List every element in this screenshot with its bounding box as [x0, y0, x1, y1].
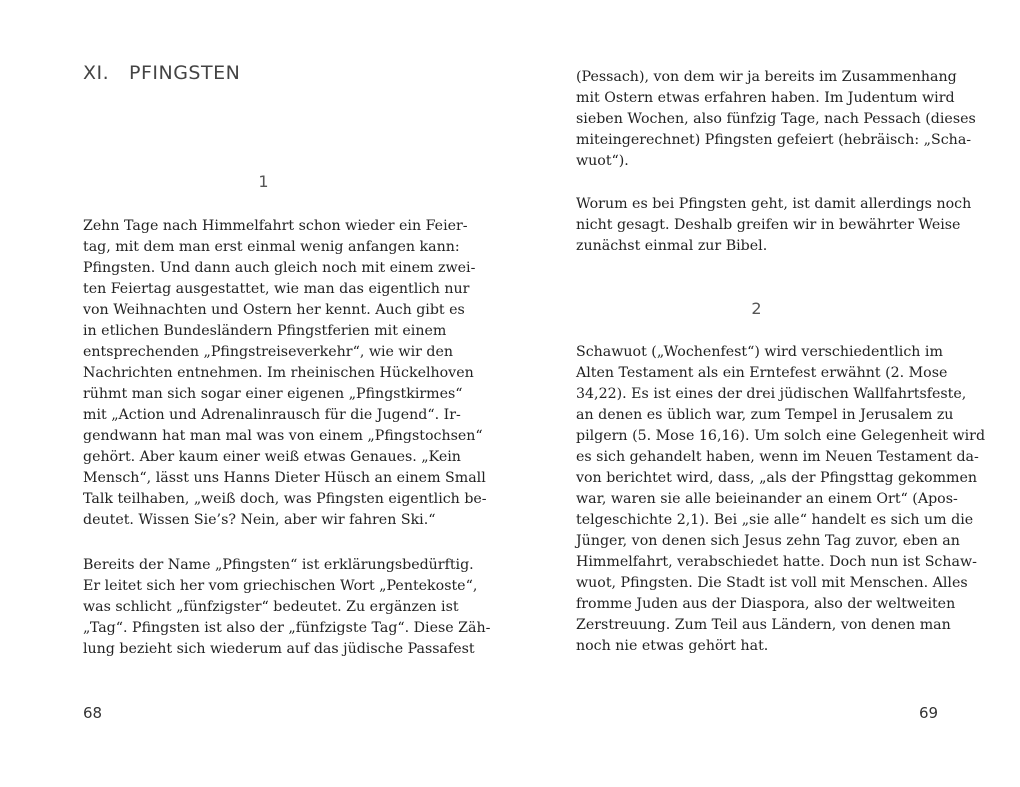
text-line: entsprechenden „Pfingstreiseverkehr“, wie wir den — [83, 344, 454, 360]
text-line: Mensch“, lässt uns Hanns Dieter Hüsch an einem Small — [83, 470, 486, 486]
text-line: gehört. Aber kaum einer weiß etwas Genaues. „Kein — [83, 449, 461, 465]
text-line: lung bezieht sich wiederum auf das jüdische Passafest — [83, 641, 475, 657]
page-number-left: 68 — [83, 704, 103, 722]
left-paragraph-2 — [83, 555, 491, 660]
text-line: Alten Testament als ein Erntefest erwähnt (2. Mose — [576, 365, 948, 381]
text-line: war, waren sie alle beieinander an einem Ort“ (Apos- — [576, 491, 958, 507]
text-line: wuot, Pfingsten. Die Stadt ist voll mit Menschen. Alles — [576, 575, 968, 591]
text-line: Zerstreuung. Zum Teil aus Ländern, von denen man — [576, 617, 951, 633]
text-line: wuot“). — [576, 153, 629, 169]
text-line: tag, mit dem man erst einmal wenig anfangen kann: — [83, 239, 460, 255]
chapter-title: PFINGSTEN — [129, 62, 241, 84]
text-line: nicht gesagt. Deshalb greifen wir in bewährter Weise — [576, 217, 961, 233]
text-line: deutet. Wissen Sie’s? Nein, aber wir fahren Ski.“ — [83, 512, 436, 528]
text-line: mit „Action und Adrenalinrausch für die Jugend“. Ir- — [83, 407, 461, 423]
text-line: Pfingsten. Und dann auch gleich noch mit einem zwei- — [83, 260, 476, 276]
text-line: Himmelfahrt, verabschiedet hatte. Doch nun ist Schaw- — [576, 554, 977, 570]
text-line: Nachrichten entnehmen. Im rheinischen Hückelhoven — [83, 365, 474, 381]
text-line: von berichtet wird, dass, „als der Pfingsttag gekommen — [576, 470, 978, 486]
text-line: es sich gehandelt haben, wenn im Neuen Testament da- — [576, 449, 979, 465]
text-line: miteingerechnet) Pfingsten gefeiert (hebräisch: „Scha- — [576, 132, 972, 148]
right-paragraph-3 — [576, 342, 986, 657]
section-number-2: 2 — [751, 299, 762, 318]
text-line: rühmt man sich sogar einer eigenen „Pfingstkirmes“ — [83, 386, 463, 402]
chapter-heading — [83, 62, 240, 84]
text-line: Schawuot („Wochenfest“) wird verschiedentlich im — [576, 344, 943, 360]
text-line: Talk teilhaben, „weiß doch, was Pfingsten eigentlich be- — [83, 491, 487, 507]
text-line: Zehn Tage nach Himmelfahrt schon wieder ein Feier- — [83, 218, 468, 234]
text-line: pilgern (5. Mose 16,16). Um solch eine Gelegenheit wird — [576, 428, 986, 444]
right-paragraph-2 — [576, 194, 972, 257]
left-paragraph-1 — [83, 216, 487, 531]
text-line: mit Ostern etwas erfahren haben. Im Judentum wird — [576, 90, 955, 106]
text-line: ten Feiertag ausgestattet, wie man das eigentlich nur — [83, 281, 470, 297]
text-line: 34,22). Es ist eines der drei jüdischen Wallfahrtsfeste, — [576, 386, 967, 402]
text-line: an denen es üblich war, zum Tempel in Jerusalem zu — [576, 407, 954, 423]
chapter-number: XI. — [83, 62, 110, 84]
text-line: Worum es bei Pfingsten geht, ist damit allerdings noch — [576, 196, 972, 212]
right-paragraph-1 — [576, 67, 976, 172]
text-line: telgeschichte 2,1). Bei „sie alle“ handelt es sich um die — [576, 512, 974, 528]
section-number-1: 1 — [258, 172, 269, 191]
text-line: gendwann hat man mal was von einem „Pfingstochsen“ — [83, 428, 483, 444]
text-line: noch nie etwas gehört hat. — [576, 638, 769, 654]
text-line: (Pessach), von dem wir ja bereits im Zusammenhang — [576, 69, 957, 85]
text-line: „Tag“. Pfingsten ist also der „fünfzigste Tag“. Diese Zäh- — [83, 620, 491, 636]
text-line: von Weihnachten und Ostern her kennt. Auch gibt es — [83, 302, 465, 318]
text-line: Er leitet sich her vom griechischen Wort „Pentekoste“, — [83, 578, 478, 594]
right-page — [510, 0, 1020, 787]
page-number-right: 69 — [919, 704, 939, 722]
text-line: in etlichen Bundesländern Pfingstferien mit einem — [83, 323, 447, 339]
text-line: was schlicht „fünfzigster“ bedeutet. Zu ergänzen ist — [83, 599, 459, 615]
text-line: sieben Wochen, also fünfzig Tage, nach Pessach (dieses — [576, 111, 976, 127]
text-line: Jünger, von denen sich Jesus zehn Tag zuvor, eben an — [576, 533, 960, 549]
text-line: Bereits der Name „Pfingsten“ ist erklärungsbedürftig. — [83, 557, 474, 573]
text-line: fromme Juden aus der Diaspora, also der weltweiten — [576, 596, 956, 612]
text-line: zunächst einmal zur Bibel. — [576, 238, 768, 254]
